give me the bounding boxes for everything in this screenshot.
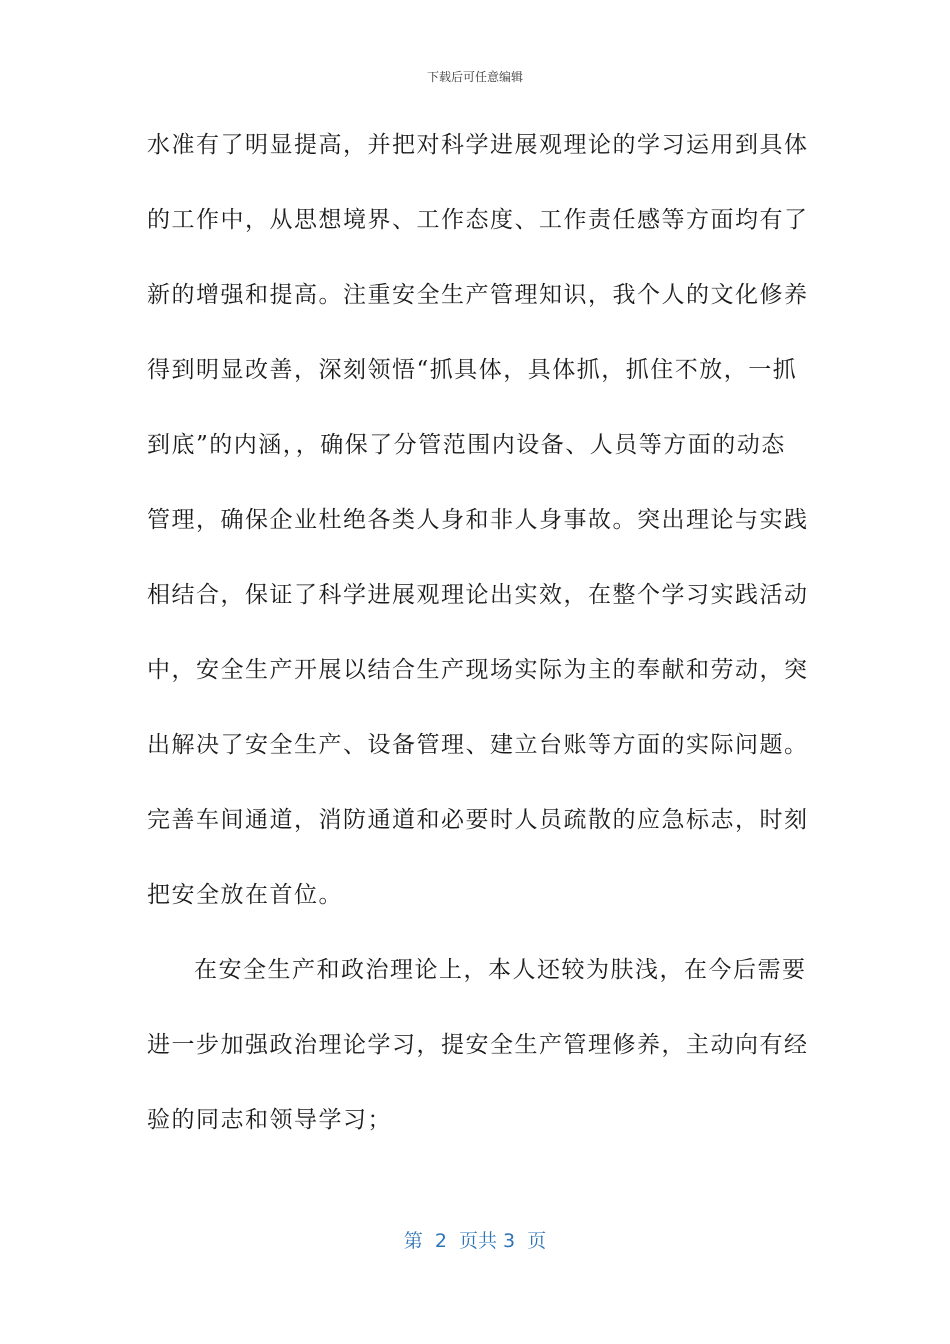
paragraph-1-line-5: 到底”的内涵，，确保了分管范围内设备、人员等方面的动态 <box>147 432 786 458</box>
paragraph-1-line-6: 管理，确保企业杜绝各类人身和非人身事故。突出理论与实践 <box>147 507 809 533</box>
paragraph-2-line-3: 验的同志和领导学习； <box>147 1107 392 1133</box>
page-header: 下载后可任意编辑 <box>426 70 523 84</box>
paragraph-1-line-9: 出解决了安全生产、设备管理、建立台账等方面的实际问题。 <box>147 732 809 758</box>
paragraph-1-line-8: 中，安全生产开展以结合生产现场实际为主的奉献和劳动，突 <box>147 657 809 683</box>
paragraph-1-line-10: 完善车间通道，消防通道和必要时人员疏散的应急标志，时刻 <box>147 807 809 833</box>
paragraph-1-line-2: 的工作中，从思想境界、工作态度、工作责任感等方面均有了 <box>147 207 809 233</box>
paragraph-1-line-7: 相结合，保证了科学进展观理论出实效，在整个学习实践活动 <box>147 582 809 608</box>
paragraph-1-line-11: 把安全放在首位。 <box>147 882 343 908</box>
paragraph-1-line-3: 新的增强和提高。注重安全生产管理知识，我个人的文化修养 <box>147 282 809 308</box>
paragraph-2-line-1: 在安全生产和政治理论上，本人还较为肤浅，在今后需要 <box>194 957 807 983</box>
page-number-footer: 第 2 页共 3 页 <box>403 1230 547 1252</box>
paragraph-1-line-1: 水准有了明显提高，并把对科学进展观理论的学习运用到具体 <box>147 132 809 158</box>
paragraph-1-line-4: 得到明显改善，深刻领悟“抓具体，具体抓，抓住不放，一抓 <box>147 357 798 383</box>
paragraph-2-line-2: 进一步加强政治理论学习，提安全生产管理修养，主动向有经 <box>147 1032 809 1058</box>
